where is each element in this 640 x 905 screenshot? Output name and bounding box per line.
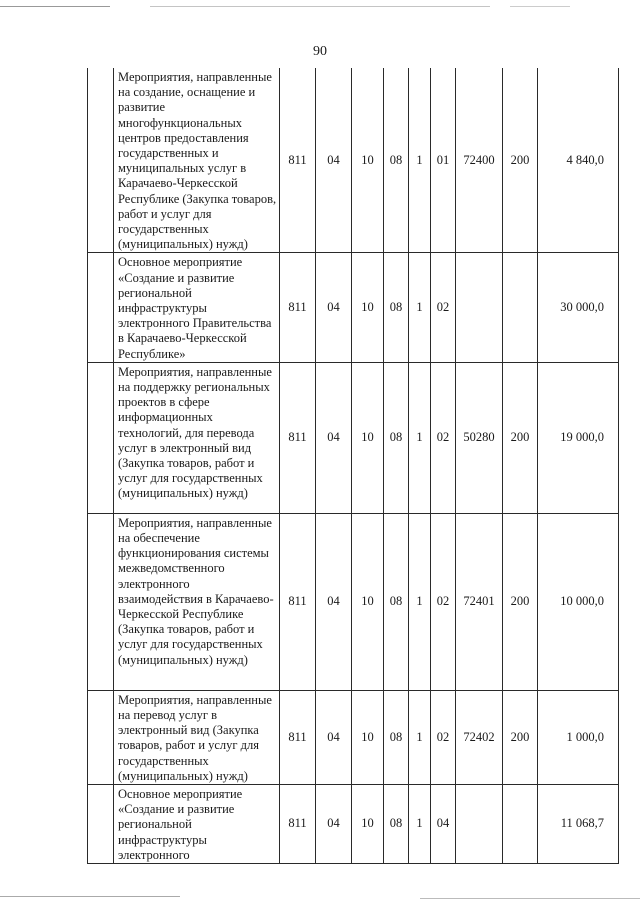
row-stub-cell [88, 253, 114, 362]
budget-table [87, 68, 619, 864]
table-row [88, 68, 619, 253]
subprogram-code-cell: 1 [409, 362, 431, 513]
row-stub-cell [88, 513, 114, 690]
expense-type-cell: 200 [503, 690, 538, 784]
expense-type-cell [503, 253, 538, 362]
ministry-code-cell: 811 [280, 68, 316, 253]
amount-cell: 30 000,0 [538, 253, 619, 362]
amount-cell: 4 840,0 [538, 68, 619, 253]
subsection-code-cell: 10 [352, 253, 384, 362]
row-stub-cell [88, 68, 114, 253]
row-stub-cell [88, 690, 114, 784]
subprogram-code-cell: 1 [409, 690, 431, 784]
program-code-cell: 08 [384, 513, 409, 690]
subsection-code-cell: 10 [352, 690, 384, 784]
subprogram-code-cell: 1 [409, 513, 431, 690]
subsection-code-cell: 10 [352, 785, 384, 864]
scan-artifact-line [150, 6, 490, 7]
program-code-cell: 08 [384, 785, 409, 864]
ministry-code-cell: 811 [280, 253, 316, 362]
direction-code-cell [456, 253, 503, 362]
item-name-cell: Мероприятия, направленные на перевод услуг в электронный вид (Закупка товаров, работ и услуг для государственных (муниципальных) нужд) [114, 690, 280, 784]
table-row [88, 785, 619, 864]
program-code-cell: 08 [384, 68, 409, 253]
direction-code-cell: 72400 [456, 68, 503, 253]
subprogram-code-cell: 1 [409, 785, 431, 864]
expense-type-cell: 200 [503, 513, 538, 690]
direction-code-cell: 72402 [456, 690, 503, 784]
subsection-code-cell: 10 [352, 68, 384, 253]
section-code-cell: 04 [316, 68, 352, 253]
item-name-cell: Мероприятия, направленные на поддержку региональных проектов в сфере информационных технологий, для перевода услуг в электронный вид (Закупка товаров, работ и услуг для государственных (муниципальных) нужд) [114, 362, 280, 513]
expense-type-cell [503, 785, 538, 864]
event-code-cell: 01 [431, 68, 456, 253]
subsection-code-cell: 10 [352, 362, 384, 513]
row-stub-cell [88, 362, 114, 513]
event-code-cell: 04 [431, 785, 456, 864]
ministry-code-cell: 811 [280, 513, 316, 690]
direction-code-cell [456, 785, 503, 864]
scan-artifact-line [420, 898, 640, 899]
row-stub-cell [88, 785, 114, 864]
ministry-code-cell: 811 [280, 690, 316, 784]
page-number: 90 [313, 44, 327, 59]
section-code-cell: 04 [316, 253, 352, 362]
table-row [88, 690, 619, 784]
item-name-cell: Основное мероприятие «Создание и развитие региональной инфраструктуры электронного [114, 785, 280, 864]
amount-cell: 19 000,0 [538, 362, 619, 513]
program-code-cell: 08 [384, 690, 409, 784]
scan-artifact-line [0, 896, 180, 897]
item-name-cell: Мероприятия, направленные на обеспечение функционирования системы межведомственного электронного взаимодействия в Карачаево-Черкесской Республике (Закупка товаров, работ и услуг для государственных (муниципальных) нужд) [114, 513, 280, 690]
section-code-cell: 04 [316, 785, 352, 864]
expense-type-cell: 200 [503, 68, 538, 253]
ministry-code-cell: 811 [280, 362, 316, 513]
section-code-cell: 04 [316, 513, 352, 690]
amount-cell: 10 000,0 [538, 513, 619, 690]
section-code-cell: 04 [316, 690, 352, 784]
table-row [88, 253, 619, 362]
direction-code-cell: 72401 [456, 513, 503, 690]
event-code-cell: 02 [431, 253, 456, 362]
section-code-cell: 04 [316, 362, 352, 513]
event-code-cell: 02 [431, 362, 456, 513]
amount-cell: 11 068,7 [538, 785, 619, 864]
amount-cell: 1 000,0 [538, 690, 619, 784]
ministry-code-cell: 811 [280, 785, 316, 864]
scan-artifact-line [0, 6, 110, 7]
table-row [88, 362, 619, 513]
subsection-code-cell: 10 [352, 513, 384, 690]
item-name-cell: Мероприятия, направленные на создание, оснащение и развитие многофункциональных центров предоставления государственных и муниципальных услуг в Карачаево-Черкесской Республике (Закупка товаров, работ и услуг для государственных (муниципальных) нужд) [114, 68, 280, 253]
item-name-cell: Основное мероприятие «Создание и развитие региональной инфраструктуры электронного Правительства в Карачаево-Черкесской Республике» [114, 253, 280, 362]
direction-code-cell: 50280 [456, 362, 503, 513]
event-code-cell: 02 [431, 513, 456, 690]
subprogram-code-cell: 1 [409, 68, 431, 253]
program-code-cell: 08 [384, 362, 409, 513]
expense-type-cell: 200 [503, 362, 538, 513]
subprogram-code-cell: 1 [409, 253, 431, 362]
scan-artifact-line [510, 6, 570, 7]
program-code-cell: 08 [384, 253, 409, 362]
event-code-cell: 02 [431, 690, 456, 784]
table-row [88, 513, 619, 690]
